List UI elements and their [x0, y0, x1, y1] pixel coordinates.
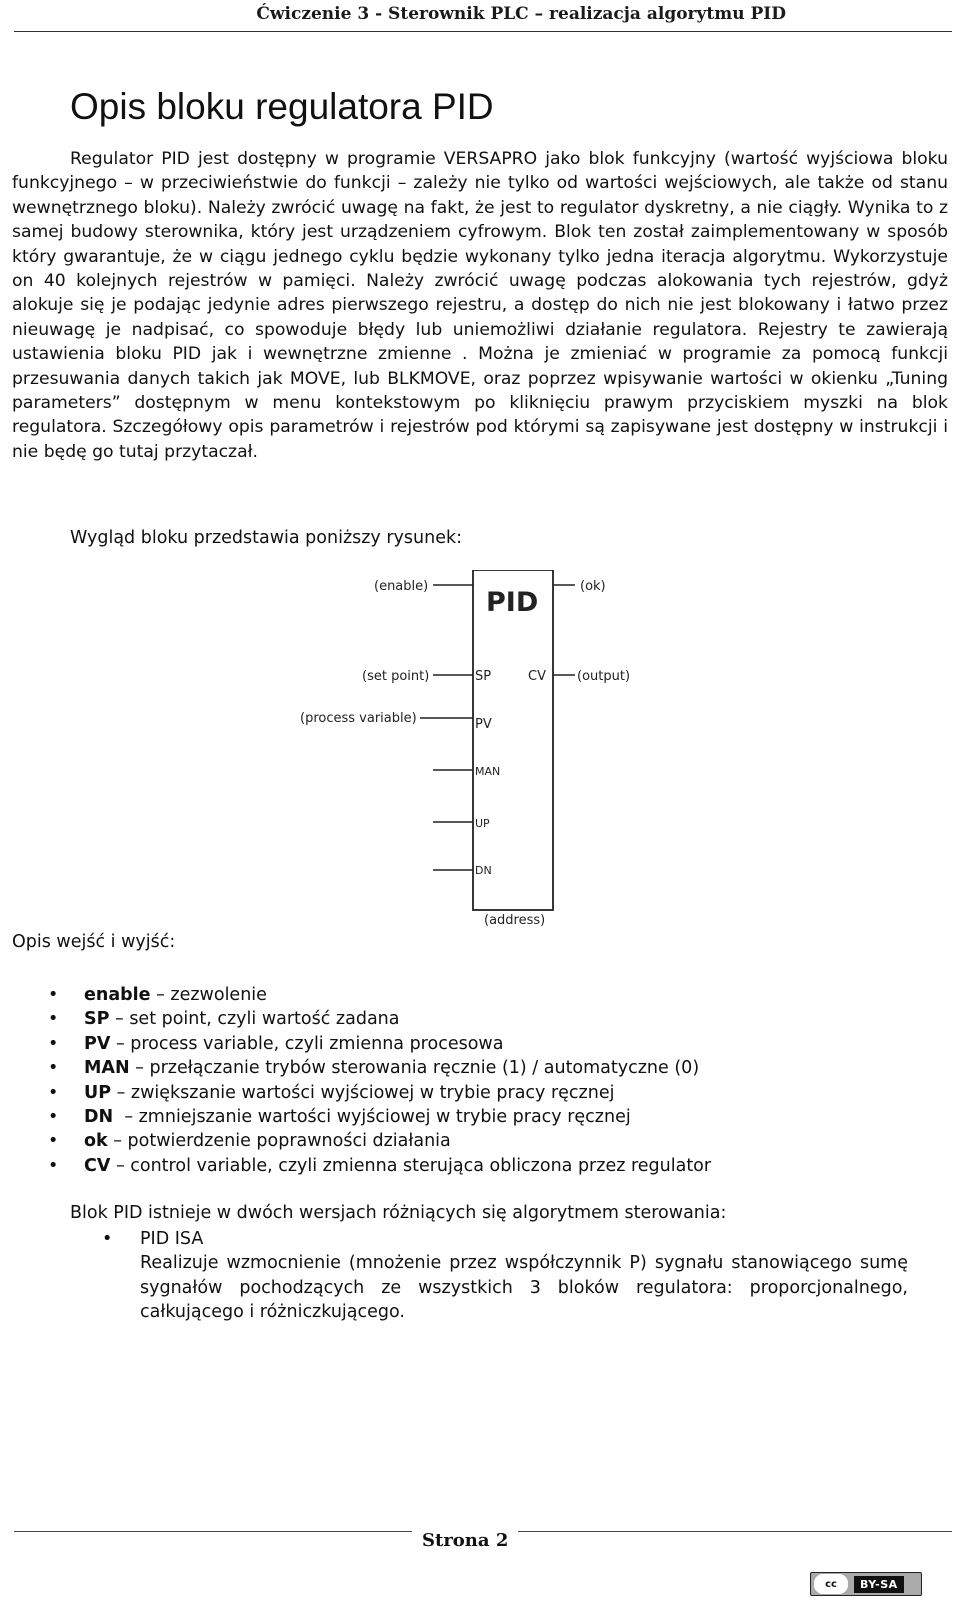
list-item: [0, 1129, 711, 1153]
io-desc: – zmniejszanie wartości wyjściowej w trybie pracy ręcznej: [113, 1106, 631, 1127]
footer-divider-right: [518, 1531, 952, 1532]
io-term: DN: [84, 1106, 114, 1127]
list-item: [0, 1032, 711, 1056]
list-item: [0, 1154, 711, 1178]
process-variable-label: (process variable): [300, 711, 417, 726]
pin-dn: DN: [475, 864, 492, 877]
bullet-icon: •: [48, 1131, 59, 1152]
ok-label: (ok): [580, 579, 606, 594]
license-label: BY-SA: [854, 1576, 904, 1593]
pin-up: UP: [475, 817, 490, 830]
figure-caption: Wygląd bloku przedstawia poniższy rysunek:: [70, 528, 462, 548]
io-desc: – process variable, czyli zmienna procesowa: [110, 1033, 504, 1054]
description-paragraph: [12, 147, 948, 464]
io-list: [0, 983, 711, 1178]
section-title: Opis bloku regulatora PID: [70, 86, 494, 127]
pid-block-body: [473, 570, 553, 910]
io-desc: – zwiększanie wartości wyjściowej w trybie pracy ręcznej: [111, 1082, 615, 1103]
bullet-icon: •: [48, 985, 59, 1005]
description-text: Regulator PID jest dostępny w programie VERSAPRO jako blok funkcyjny (wartość wyjściowa bloku funkcyjnego – w przeciwieństwie do funkcji – zależy nie tylko od wartości wejściowych, ale także od stanu wewnętrznego bloku). Należy zwrócić uwagę na fakt, że jest to regulator dyskretny, a nie ciągły. Wynika to z samej budowy sterownika, który jest urządzeniem cyfrowym. Blok ten został zaimplementowany w sposób który gwarantuje, że w ciągu jednego cyklu będzie wykonany tylko jedna iteracja algorytmu. Wykorzystuje on 40 kolejnych rejestrów w pamięci. Należy zwrócić uwagę podczas alokowania tych rejestrów, gdyż alokuje się je podając jedynie adres pierwszego rejestru, a dostęp do nich nie jest blokowany i łatwo przez nieuwagę je nadpisać, co spowoduje błędy lub uniemożliwi działanie regulatora. Rejestry te zawierają ustawienia bloku PID jak i wewnętrzne zmienne . Można je zmieniać w programie za pomocą funkcji przesuwania danych takich jak MOVE, lub BLKMOVE, oraz poprzez wpisywanie wartości w okienku „Tuning parameters” dostępnym w menu kontekstowym po kliknięciu prawym przyciskiem myszki na blok regulatora. Szczegółowy opis parametrów i rejestrów pod którymi są zapisywane jest dostępny w instrukcji i nie będę go tutaj przytaczał.: [12, 149, 948, 462]
bullet-icon: •: [48, 1155, 59, 1176]
block-name: PID: [486, 587, 539, 618]
version-description: Realizuje wzmocnienie (mnożenie przez współczynnik P) sygnału stanowiącego sumę sygnałów pochodzących ze wszystkich 3 bloków regulatora: proporcjonalnego, całkującego i różniczkującego.: [140, 1253, 908, 1323]
list-item: [0, 1081, 711, 1105]
pin-sp: SP: [475, 669, 492, 684]
pin-cv: CV: [528, 669, 546, 684]
io-term: SP: [84, 1009, 110, 1030]
bullet-icon: •: [48, 1106, 59, 1127]
cc-icon: cc: [814, 1574, 848, 1594]
io-term: ok: [84, 1131, 108, 1152]
io-desc: – przełączanie trybów sterowania ręcznie (1) / automatyczne (0): [129, 1058, 700, 1079]
versions-intro: Blok PID istnieje w dwóch wersjach różniących się algorytmem sterowania:: [70, 1203, 727, 1223]
address-label: (address): [484, 913, 546, 928]
pid-block-diagram: [290, 570, 650, 940]
cc-license-badge[interactable]: [810, 1572, 922, 1596]
footer-divider-left: [14, 1531, 412, 1532]
io-desc: – set point, czyli wartość zadana: [109, 1009, 400, 1030]
bullet-icon: •: [102, 1229, 113, 1249]
output-label: (output): [577, 669, 631, 684]
io-desc: – potwierdzenie poprawności działania: [107, 1131, 451, 1152]
list-item: [0, 1007, 711, 1031]
io-term: UP: [84, 1082, 112, 1103]
io-term: MAN: [84, 1058, 130, 1079]
bullet-icon: •: [48, 1058, 59, 1079]
version-name: PID ISA: [140, 1229, 204, 1249]
bullet-icon: •: [48, 1009, 59, 1030]
bullet-icon: •: [48, 1082, 59, 1103]
list-item: [0, 1056, 711, 1080]
set-point-label: (set point): [362, 669, 430, 684]
header-divider: [14, 31, 952, 32]
list-item: [0, 1105, 711, 1129]
io-desc: – control variable, czyli zmienna sterująca obliczona przez regulator: [110, 1155, 712, 1176]
pin-pv: PV: [475, 717, 492, 732]
pin-man: MAN: [475, 765, 501, 778]
io-desc: – zezwolenie: [150, 985, 267, 1005]
running-header: Ćwiczenie 3 - Sterownik PLC – realizacja algorytmu PID: [256, 4, 786, 24]
io-heading: Opis wejść i wyjść:: [12, 932, 176, 952]
version-item: [102, 1227, 908, 1325]
bullet-icon: •: [48, 1033, 59, 1054]
list-item: [0, 983, 711, 1007]
io-term: enable: [84, 985, 151, 1005]
io-term: CV: [84, 1155, 111, 1176]
io-term: PV: [84, 1033, 111, 1054]
enable-label: (enable): [374, 579, 429, 594]
page-number: Strona 2: [422, 1530, 509, 1551]
